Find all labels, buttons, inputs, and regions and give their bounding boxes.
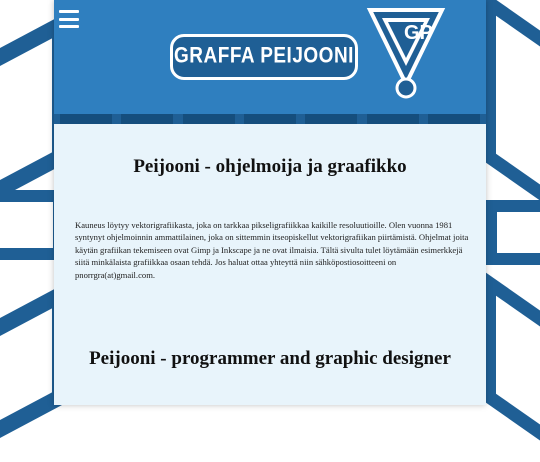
- nav-strip: [54, 114, 486, 124]
- hamburger-menu-icon[interactable]: [59, 10, 79, 28]
- intro-paragraph-finnish: Kauneus löytyy vektorigrafiikasta, joka on tarkkaa pikseligrafiikkaa kaikille resoluutioille. Olen vuonna 1981 syntynyt ohjelmoinnin ammattilainen, joka on sittemmin itseopiskellut vektorigrafiikan piirtämistä. Ohjelmat joita käytän grafiikan tekemiseen ovat Gimp ja Inkscape ja ne ovat ilmaisia. Tältä sivulta tulet löytämään esimerkkejä siitä minkälaista grafiikkaa osaan tehdä. Jos haluat ottaa yhteyttä niin sähköpostiosoitteeni on pnorrgra(at)gmail.com.: [75, 220, 469, 280]
- site-header: [54, 0, 486, 114]
- site-logo[interactable]: [170, 34, 358, 80]
- background-logo-fragment: [480, 0, 540, 222]
- background-logo-fragment: [485, 200, 540, 265]
- heading-finnish: Peijooni - ohjelmoija ja graafikko: [133, 156, 407, 177]
- logo-text: GRAFFA PEIJOONI: [174, 44, 354, 69]
- badge-text: GP: [404, 22, 433, 44]
- page-container: [54, 0, 486, 405]
- background-logo-fragment: [480, 268, 540, 461]
- heading-english: Peijooni - programmer and graphic designer: [89, 348, 451, 369]
- gp-badge-icon: [366, 6, 446, 102]
